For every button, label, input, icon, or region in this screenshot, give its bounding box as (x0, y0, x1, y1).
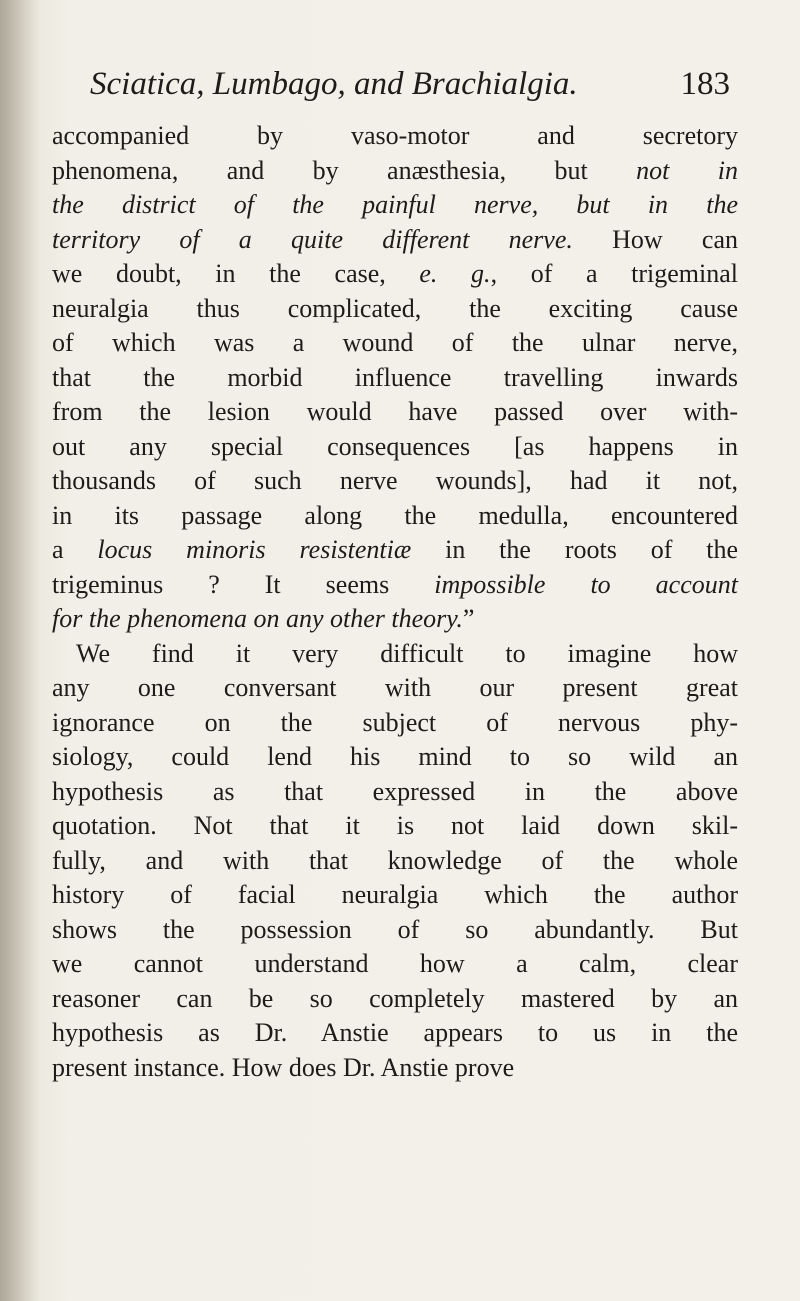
italic-run: locus minoris resistentiæ (97, 535, 412, 564)
text-line (52, 1051, 738, 1086)
text-run: history of facial neuralgia which the author (52, 880, 738, 909)
text-line (52, 464, 738, 499)
page-number: 183 (680, 66, 730, 102)
text-line (52, 499, 738, 534)
text-run: How can (572, 224, 739, 254)
text-run: that the morbid influence travelling inwards (52, 362, 738, 392)
text-run: we cannot understand how a calm, clear (52, 949, 738, 978)
text-line (52, 568, 738, 603)
text-run: from the lesion would have passed over with- (52, 397, 738, 426)
italic-run: territory of a quite different nerve. (52, 224, 573, 254)
text-run: shows the possession of so abundantly. But (52, 914, 738, 944)
text-run: trigeminus ? It seems (52, 569, 435, 599)
text-line (52, 671, 738, 706)
text-run: any one conversant with our present great (52, 673, 738, 702)
text-run: reasoner can be so completely mastered by an (52, 983, 738, 1013)
text-line (52, 188, 738, 223)
text-run: neuralgia thus complicated, the exciting cause (52, 293, 738, 323)
text-line (52, 637, 738, 672)
text-line (52, 361, 738, 396)
text-line (52, 1016, 738, 1051)
text-line (52, 947, 738, 982)
text-run: siology, could lend his mind to so wild an (52, 742, 738, 771)
text-line (52, 223, 738, 258)
running-title: Sciatica, Lumbago, and Brachialgia. (90, 66, 578, 102)
text-run: of which was a wound of the ulnar nerve, (52, 328, 738, 357)
running-head (90, 64, 730, 104)
italic-run: not in (636, 155, 738, 185)
text-run: phenomena, and by anæsthesia, but (52, 155, 637, 185)
text-line (52, 430, 738, 465)
text-run: present instance. How does Dr. Anstie prove (52, 1052, 515, 1082)
text-run: ” (462, 604, 475, 633)
text-run: we doubt, in the case, (52, 259, 420, 288)
text-line (52, 775, 738, 810)
text-line (52, 602, 738, 637)
text-run: thousands of such nerve wounds], had it not, (52, 466, 738, 495)
text-run: We find it very difficult to imagine how (76, 638, 738, 668)
text-run: , of a trigeminal (490, 259, 738, 288)
italic-run: impossible to account (434, 569, 738, 599)
text-line (52, 706, 738, 741)
text-run: ignorance on the subject of nervous phy- (52, 707, 738, 737)
text-run: hypothesis as that expressed in the above (52, 776, 738, 806)
text-line (52, 740, 738, 775)
text-run: in its passage along the medulla, encountered (52, 500, 738, 530)
text-line (52, 982, 738, 1017)
text-run: out any special consequences [as happens in (52, 431, 738, 461)
text-run: hypothesis as Dr. Anstie appears to us in the (52, 1018, 738, 1047)
text-line (52, 119, 738, 154)
text-line (52, 913, 738, 948)
text-line (52, 257, 738, 292)
text-run: accompanied by vaso-motor and secretory (52, 121, 738, 150)
text-line (52, 809, 738, 844)
text-line (52, 154, 738, 189)
text-line (52, 326, 738, 361)
text-run: fully, and with that knowledge of the whole (52, 845, 738, 875)
italic-run: e. g. (419, 259, 491, 288)
text-line (52, 395, 738, 430)
text-run: quotation. Not that it is not laid down skil- (52, 811, 738, 840)
text-line (52, 533, 738, 568)
text-line (52, 844, 738, 879)
body-text (52, 119, 738, 1085)
italic-run: the district of the painful nerve, but in the (52, 190, 738, 219)
text-line (52, 878, 738, 913)
italic-run: for the phenomena on any other theory. (52, 604, 463, 633)
text-line (52, 292, 738, 327)
text-run: in the roots of the (411, 535, 738, 564)
text-run: a (52, 535, 98, 564)
